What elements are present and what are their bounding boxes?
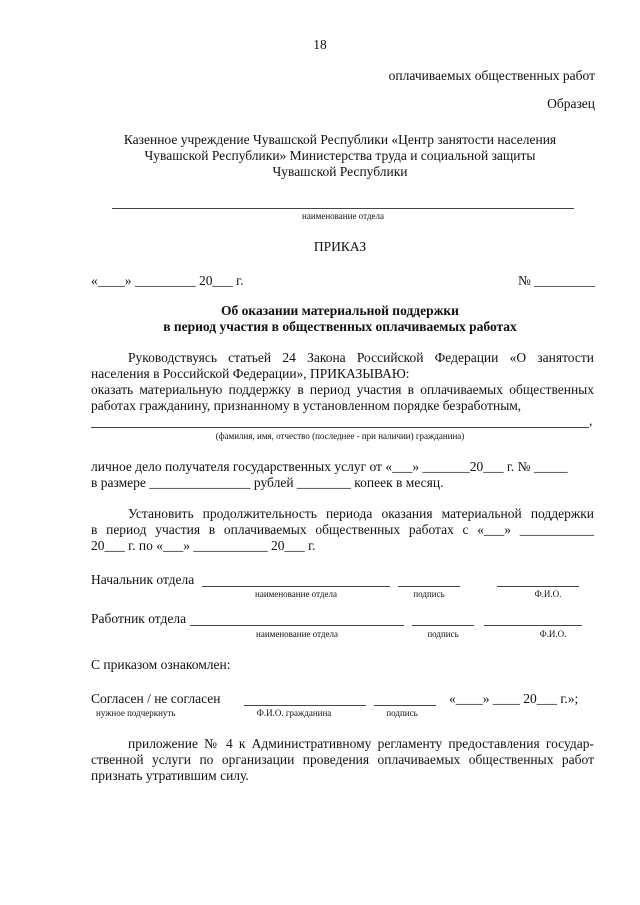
citizen-signature-caption: подпись: [386, 708, 418, 718]
personal-file-line: личное дело получателя государственных услуг от «___» _______20___ г. № _____: [91, 459, 568, 474]
paragraph-2-line-2: в период участия в оплачиваемых общественных работах с «___» ___________: [91, 522, 594, 537]
department-worker-label: Работник отдела: [91, 611, 187, 626]
footer-line-1: приложение № 4 к Административному регламенту предоставления государ-: [128, 736, 594, 751]
citizen-signature-line: [374, 705, 436, 706]
worker-department-caption: наименование отдела: [256, 629, 338, 639]
paragraph-1-line-4: работах гражданину, признанному в установленном порядке безработным,: [91, 398, 522, 413]
sample-label: Образец: [547, 96, 595, 111]
acknowledgement-date: «____» ____ 20___ г.»;: [449, 691, 579, 706]
head-signature-line: [398, 586, 460, 587]
order-heading: ПРИКАЗ: [313, 239, 367, 254]
worker-signature-line: [412, 625, 474, 626]
order-date-line: «____» _________ 20___ г.: [91, 273, 244, 288]
paragraph-2-line-1: Установить продолжительность периода оказания материальной поддержки: [128, 506, 594, 521]
footer-line-3: признать утратившим силу.: [91, 768, 249, 783]
head-department-caption: наименование отдела: [255, 589, 337, 599]
order-title-line-1: Об оказании материальной поддержки: [221, 303, 459, 318]
citizen-fio-caption: (фамилия, имя, отчество (последнее - при наличии) гражданина): [215, 431, 465, 441]
institution-line-2: Чувашской Республики» Министерства труда и социальной защиты: [144, 148, 536, 163]
underline-needed-caption: нужное подчеркнуть: [96, 708, 176, 718]
worker-signature-caption: подпись: [427, 629, 459, 639]
head-department-line: [202, 586, 390, 587]
worker-fio-caption: Ф.И.О.: [539, 629, 567, 639]
head-signature-caption: подпись: [413, 589, 445, 599]
citizen-fio-comma: ,: [589, 413, 593, 428]
order-number-line: № _________: [517, 273, 595, 288]
header-title-end: оплачиваемых общественных работ: [388, 68, 595, 83]
amount-line: в размере _______________ рублей ________ копеек в месяц.: [91, 475, 444, 490]
agree-disagree-label: Согласен / не согласен: [91, 691, 221, 706]
page-number: 18: [313, 37, 327, 52]
head-fio-caption: Ф.И.О.: [534, 589, 562, 599]
worker-department-line: [190, 625, 404, 626]
department-name-line: [112, 208, 574, 209]
citizen-name-caption: Ф.И.О. гражданина: [256, 708, 332, 718]
paragraph-2-line-3: 20___ г. по «___» ___________ 20___ г.: [91, 538, 316, 553]
worker-fio-line: [484, 625, 582, 626]
department-name-caption: наименование отдела: [302, 211, 384, 221]
institution-line-3: Чувашской Республики: [272, 164, 408, 179]
familiarized-label: С приказом ознакомлен:: [91, 657, 231, 672]
citizen-name-line: [244, 705, 366, 706]
head-of-department-label: Начальник отдела: [91, 572, 195, 587]
head-fio-line: [497, 586, 579, 587]
paragraph-1-line-1: Руководствуясь статьей 24 Закона Российской Федерации «О занятости: [128, 350, 594, 365]
paragraph-1-line-3: оказать материальную поддержку в период участия в оплачиваемых общественных: [91, 382, 594, 397]
footer-line-2: ственной услуги по организации проведения оплачиваемых общественных работ: [91, 752, 594, 767]
citizen-fio-line: [91, 427, 589, 428]
paragraph-1-line-2: населения в Российской Федерации», ПРИКАЗЫВАЮ:: [91, 366, 410, 381]
institution-line-1: Казенное учреждение Чувашской Республики «Центр занятости населения: [123, 132, 557, 147]
order-title-line-2: в период участия в общественных оплачиваемых работах: [163, 319, 517, 334]
